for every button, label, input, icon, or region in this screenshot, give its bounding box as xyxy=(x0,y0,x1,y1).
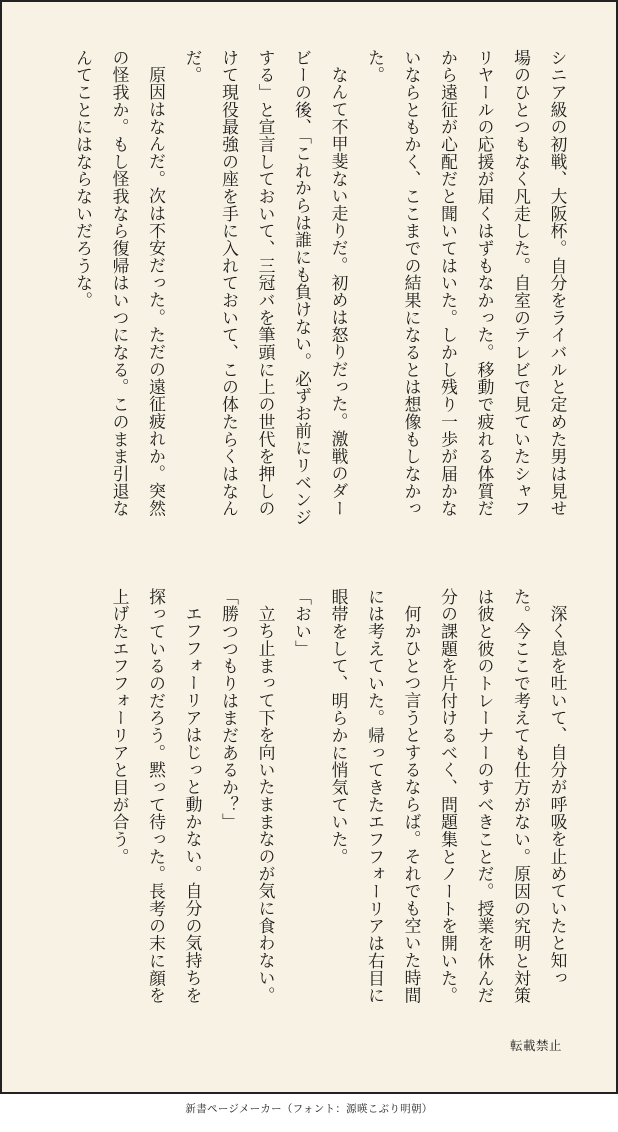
dialogue-line: 「おい」 xyxy=(292,588,313,658)
paragraph: なんて不甲斐ない走りだ。初めは怒りだった。激戦のダービーの後、「これからは誰にも負けない。必ずお前にリベンジする」と宣言しておいて、三冠バを筆頭に上の世代を押しのけて現役最強の座を手に入れておいて、この体たらくはなんだ。 xyxy=(183,49,349,527)
paragraph: 深く息を吐いて、自分が呼吸を止めていたと知った。今ここで考えても仕方がない。原因の究明と対策は彼と彼のトレーナーのすべきことだ。授業を休んだ分の課題を片付けるべく、問題集とノートを開いた。 xyxy=(438,588,568,1005)
copyright-notice: 転載禁止 xyxy=(509,1038,562,1053)
footer-credit: 新書ページメーカー（フォント：源暎こぶり明朝） xyxy=(185,1103,433,1115)
paragraph: 何かひとつ言うとするならば。それでも空いた時間には考えていた。帰ってきたエフフォーリアは右目に眼帯をして、明らかに悄気ていた。 xyxy=(329,588,422,1005)
top-text-block xyxy=(46,49,576,529)
bottom-text-block xyxy=(46,588,576,1008)
dialogue-line: 「勝つつもりはまだあるか？」 xyxy=(219,588,240,831)
paragraph: シニア級の初戦、大阪杯。自分をライバルと定めた男は見せ場のひとつもなく凡走した。自室のテレビで見ていたシャフリヤールの応援が届くはずもなかった。移動で疲れる体質だから遠征が心配だと聞いてはいた。しかし残り一歩が届かないならともかく、ここまでの結果になるとは想像もしなかった。 xyxy=(365,49,568,518)
paragraph: エフフォーリアはじっと動かない。自分の気持ちを探っているのだろう。黙って待った。長考の末に顔を上げたエフフォーリアと目が合う。 xyxy=(110,588,203,1005)
paragraph: 原因はなんだ。次は不安だった。ただの遠征疲れか。突然の怪我か。もし怪我なら復帰はいつになる。このまま引退なんてことにはならないだろうな。 xyxy=(73,49,167,518)
paragraph: 立ち止まって下を向いたままなのが気に食わない。 xyxy=(256,604,276,1004)
